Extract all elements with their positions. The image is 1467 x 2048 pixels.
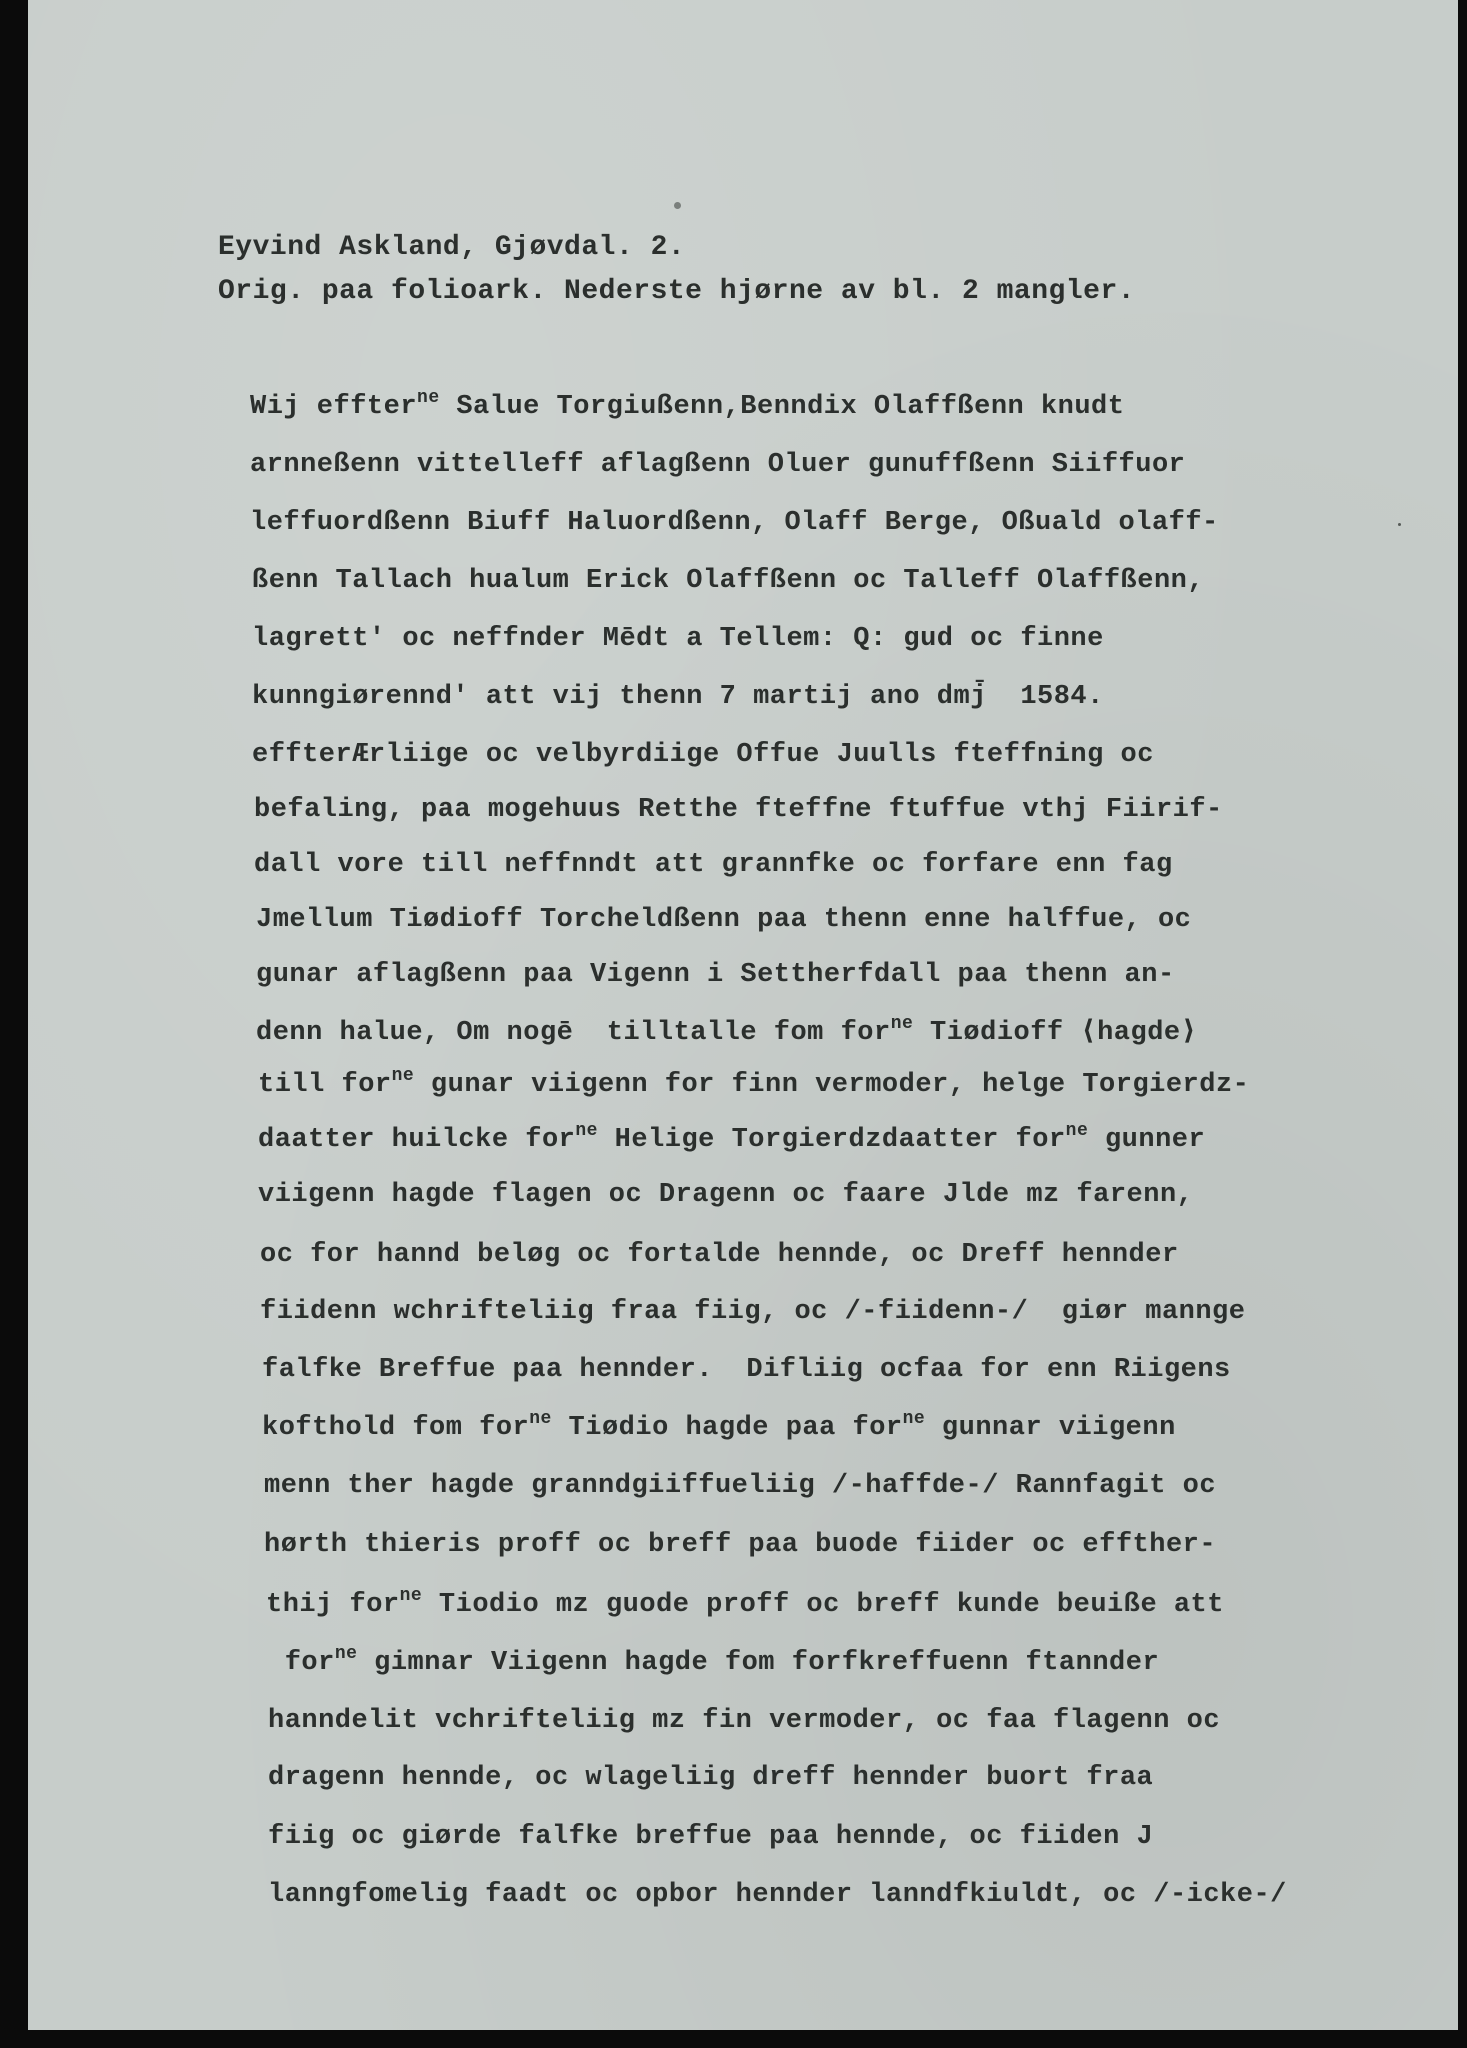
line-text: menn ther hagde granndgiiffueliig /-haffde-/ Rannfagit oc: [264, 1471, 1217, 1501]
superscript-abbreviation: ne: [391, 1066, 415, 1086]
transcription-line: [254, 795, 1223, 825]
transcription-line: [258, 1180, 1193, 1210]
header-line-1: Eyvind Askland, Gjøvdal. 2.: [218, 232, 686, 263]
line-text: gimnar Viigenn hagde fom forfkreffuenn ftannder: [357, 1648, 1160, 1678]
line-text: oc for hannd beløg oc fortalde hennde, oc Dreff hennder: [260, 1240, 1179, 1270]
paper-speck: [1398, 523, 1401, 526]
header-line-2: Orig. paa folioark. Nederste hjørne av bl. 2 mangler.: [218, 276, 1136, 307]
paper-speck: [674, 202, 681, 209]
line-text: ßenn Tallach hualum Erick Olaffßenn oc Talleff Olaffßenn,: [252, 566, 1205, 596]
transcription-line: [256, 1015, 1197, 1048]
superscript-abbreviation: ne: [902, 1409, 926, 1429]
line-text: kunngiørennd' att vij thenn 7 martij ano dmj̄ 1584.: [252, 682, 1104, 712]
line-text: leffuordßenn Biuff Haluordßenn, Olaff Berge, Oßuald olaff-: [250, 508, 1219, 538]
line-text: fiidenn wchrifteliig fraa fiig, oc /-fiidenn-/ giør mannge: [260, 1297, 1246, 1327]
transcription-line: [264, 1530, 1216, 1560]
transcription-line: [262, 1355, 1231, 1385]
line-text: Helige Torgierdzdaatter for: [597, 1125, 1066, 1155]
transcription-line: [258, 1121, 1206, 1155]
line-text: Salue Torgiußenn,Benndix Olaffßenn knudt: [439, 392, 1125, 422]
line-text: falfke Breffue paa hennder. Difliig ocfaa for enn Riigens: [262, 1355, 1231, 1385]
transcription-line: [268, 1880, 1287, 1910]
line-text: for: [268, 1648, 335, 1678]
line-text: fiig oc giørde falfke breffue paa hennde, oc fiiden J: [268, 1822, 1154, 1852]
line-text: effterÆrliige oc velbyrdiige Offue Juulls fteffning oc: [252, 740, 1154, 770]
transcription-line: [260, 1297, 1245, 1327]
transcription-line: [258, 1066, 1250, 1100]
transcription-line: [266, 1586, 1224, 1620]
transcription-line: [268, 1644, 1160, 1678]
superscript-abbreviation: ne: [334, 1644, 358, 1664]
line-text: Tiødioff ⟨hagde⟩: [913, 1018, 1198, 1048]
line-text: Wij effter: [250, 392, 418, 422]
line-text: Tiodio mz guode proff oc breff kunde beuiße att: [422, 1590, 1224, 1620]
transcription-line: [254, 850, 1173, 880]
line-text: dall vore till neffnndt att grannfke oc forfare enn fag: [254, 850, 1173, 880]
line-text: daatter huilcke for: [258, 1125, 576, 1155]
transcription-line: [268, 1763, 1153, 1793]
transcription-line: [256, 905, 1191, 935]
transcription-line: [250, 450, 1185, 480]
transcription-line: [268, 1822, 1153, 1852]
transcription-line: [252, 566, 1204, 596]
line-text: denn halue, Om nogē tilltalle fom for: [256, 1018, 891, 1048]
superscript-abbreviation: ne: [575, 1121, 598, 1141]
superscript-abbreviation: ne: [529, 1409, 552, 1429]
line-text: gunar aflagßenn paa Vigenn i Settherfdall paa thenn an-: [256, 960, 1175, 990]
line-text: till for: [258, 1070, 392, 1100]
line-text: lagrett' oc neffnder Mēdt a Tellem: Q: gud oc finne: [252, 624, 1104, 654]
superscript-abbreviation: ne: [399, 1586, 423, 1606]
line-text: Tiødio hagde paa for: [551, 1413, 903, 1443]
line-text: gunner: [1088, 1125, 1206, 1155]
transcription-line: [250, 388, 1125, 422]
transcription-line: [252, 740, 1154, 770]
line-text: dragenn hennde, oc wlageliig dreff hennder buort fraa: [268, 1763, 1154, 1793]
line-text: Jmellum Tiødioff Torcheldßenn paa thenn enne halffue, oc: [256, 905, 1192, 935]
line-text: gunnar viigenn: [925, 1413, 1176, 1443]
transcription-line: [260, 1240, 1179, 1270]
superscript-abbreviation: ne: [1065, 1121, 1089, 1141]
line-text: befaling, paa mogehuus Retthe fteffne ftuffue vthj Fiirif-: [254, 795, 1223, 825]
superscript-abbreviation: ne: [417, 388, 440, 408]
transcription-line: [250, 508, 1219, 538]
line-text: kofthold fom for: [262, 1413, 530, 1443]
line-text: gunar viigenn for finn vermoder, helge Torgierdz-: [414, 1070, 1250, 1100]
transcription-line: [252, 682, 1104, 712]
transcription-line: [268, 1706, 1220, 1736]
superscript-abbreviation: ne: [890, 1014, 914, 1034]
line-text: viigenn hagde flagen oc Dragenn oc faare Jlde mz farenn,: [258, 1180, 1194, 1210]
line-text: arnneßenn vittelleff aflagßenn Oluer gunuffßenn Siiffuor: [250, 450, 1186, 480]
line-text: lanngfomelig faadt oc opbor hennder lanndfkiuldt, oc /-icke-/: [268, 1880, 1287, 1910]
transcription-line: [256, 960, 1175, 990]
line-text: hanndelit vchrifteliig mz fin vermoder, oc faa flagenn oc: [268, 1706, 1221, 1736]
transcription-line: [264, 1471, 1216, 1501]
transcription-line: [252, 624, 1104, 654]
line-text: hørth thieris proff oc breff paa buode fiider oc effther-: [264, 1530, 1217, 1560]
transcription-line: [262, 1409, 1176, 1443]
line-text: thij for: [266, 1590, 400, 1620]
